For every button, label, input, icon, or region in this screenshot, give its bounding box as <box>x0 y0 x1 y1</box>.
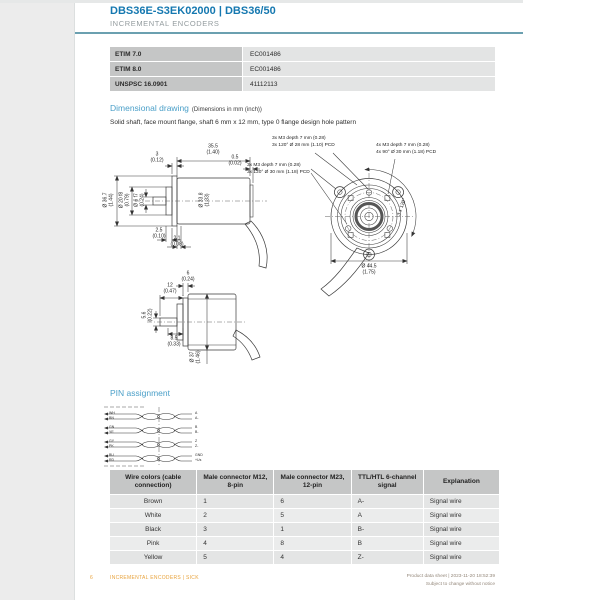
page-subtitle: INCREMENTAL ENCODERS <box>110 19 220 28</box>
pin-table-cell: Brown <box>110 495 196 508</box>
pin-table-cell: 4 <box>197 537 273 550</box>
pin-table-cell: 3 <box>197 523 273 536</box>
dim-label-dia-36-7: Ø 36.7 (1.44) <box>102 192 114 208</box>
pin-table-cell: 1 <box>197 495 273 508</box>
dim-label-6: 6 (0.24) <box>181 270 195 282</box>
annotation-right-pcd: 4x M3 depth 7 mm (0.28) 4x 90° Ø 30 mm (1.18) PCD <box>376 143 437 156</box>
dim-label-arc-3x120: 3 x 120° <box>396 197 408 217</box>
info-table-value: EC001486 <box>243 47 495 61</box>
page-title: DBS36E-S3EK02000 | DBS36/50 <box>110 5 276 17</box>
dimensional-drawing-heading-text: Dimensional drawing <box>110 103 189 113</box>
wire-color-label: BN <box>109 416 114 420</box>
wire-color-label: WH <box>109 411 115 415</box>
footer-left-text: INCREMENTAL ENCODERS | SICK <box>110 575 199 581</box>
wiring-diagram <box>102 404 214 470</box>
footer-datasheet-info: Product data sheet | 2023-11-20 18:52:39 <box>406 574 495 579</box>
wire-color-label: RD <box>109 458 115 462</box>
signal-label: A- <box>195 416 199 420</box>
page-top-border <box>0 0 523 3</box>
dim-label-dia-37: Ø 37 (1.46) <box>189 350 201 364</box>
pin-table-header-cell: Male connector M12, 8-pin <box>197 470 273 494</box>
wire-color-label: YE <box>109 430 114 434</box>
dimensional-drawing <box>85 133 523 379</box>
pin-table-cell: 4 <box>274 551 350 564</box>
page-left-gutter <box>0 0 75 600</box>
pin-table-cell: Pink <box>110 537 196 550</box>
pin-table-cell: B <box>352 537 423 550</box>
pin-table-cell: B- <box>352 523 423 536</box>
dim-label-2-5: 2.5 (0.10) <box>152 227 166 239</box>
dimensional-drawing-heading <box>110 103 262 113</box>
pin-table-cell: Signal wire <box>424 551 499 564</box>
info-table-label: ETIM 7.0 <box>110 47 242 61</box>
header-rule <box>75 32 523 34</box>
dim-label-2-1: 2.1 (0.08) <box>170 235 184 247</box>
side-view-drawing <box>114 154 267 268</box>
signal-label: GND <box>195 453 203 457</box>
pin-table-cell: Signal wire <box>424 509 499 522</box>
signal-label: B <box>195 425 198 429</box>
pin-table-cell: Signal wire <box>424 495 499 508</box>
pin-table-header-cell: Explanation <box>424 470 499 494</box>
info-table <box>110 47 495 91</box>
info-table-value: 41112113 <box>243 77 495 91</box>
pin-table-cell: 5 <box>197 551 273 564</box>
dimensional-drawing-units-note: (Dimensions in mm (inch)) <box>191 107 262 113</box>
pin-table-cell: A <box>352 509 423 522</box>
dim-label-12: 12 (0.47) <box>163 282 177 294</box>
pin-table <box>110 470 499 564</box>
pin-table-cell: 2 <box>197 509 273 522</box>
dim-label-35-5: 35.5 (1.40) <box>206 143 220 155</box>
footer-right-text <box>407 573 495 589</box>
signal-label: Z- <box>195 444 199 448</box>
wire-color-label: GN <box>109 425 115 429</box>
side-view-2-drawing <box>147 283 260 364</box>
pin-table-header-cell: TTL/HTL 6-channel signal <box>352 470 423 494</box>
wire-color-label: BU <box>109 453 114 457</box>
dim-label-dia-6: Ø 6 f7 (0.24) <box>133 193 145 207</box>
footer-page-number: 6 <box>90 575 93 581</box>
pin-table-cell: Black <box>110 523 196 536</box>
annotation-top-pcd: 3x M3 depth 7 mm (0.28) 3x 120° Ø 28 mm (1.10) PCD <box>272 136 335 149</box>
pin-table-cell: 1 <box>274 523 350 536</box>
pin-table-cell: A- <box>352 495 423 508</box>
dim-label-dia-44-5: Ø 44.5 (1.75) <box>361 263 377 275</box>
dim-label-3: 3 (0.12) <box>150 151 164 163</box>
pin-table-cell: 6 <box>274 495 350 508</box>
signal-label: A <box>195 411 198 415</box>
pin-table-cell: 5 <box>274 509 350 522</box>
dim-label-8-5: 8.5 (0.33) <box>167 335 181 347</box>
pin-table-cell: Z- <box>352 551 423 564</box>
signal-label: Z <box>195 439 198 443</box>
dim-label-dia-20: Ø 20 f8 (0.79) <box>118 191 130 209</box>
wire-color-label: PK <box>109 444 114 448</box>
pin-table-cell: Signal wire <box>424 537 499 550</box>
info-table-label: ETIM 8.0 <box>110 62 242 76</box>
pin-table-cell: Signal wire <box>424 523 499 536</box>
pin-table-cell: Yellow <box>110 551 196 564</box>
annotation-left-pcd: 3x M3 depth 7 mm (0.28) 3x 120° Ø 30 mm (1.18) PCD <box>247 163 310 176</box>
pin-table-header-cell: Wire colors (cable connection) <box>110 470 196 494</box>
pin-table-cell: White <box>110 509 196 522</box>
signal-label: +Us <box>195 458 202 462</box>
info-table-label: UNSPSC 16.0901 <box>110 77 242 91</box>
dim-label-dia-33-8: Ø 33.8 (1.33) <box>198 192 210 208</box>
pin-table-header-cell: Male connector M23, 12-pin <box>274 470 350 494</box>
wire-color-label: GY <box>109 439 115 443</box>
info-table-value: EC001486 <box>243 62 495 76</box>
footer-change-notice: Subject to change without notice <box>425 582 495 588</box>
pin-table-cell: 8 <box>274 537 350 550</box>
page-left-border <box>74 0 75 600</box>
dim-label-0-5: 0.5 (0.02) <box>228 154 242 166</box>
signal-label: B- <box>195 430 199 434</box>
dim-label-5-6: 5.6 (0.22) <box>141 308 153 322</box>
pin-assignment-heading: PIN assignment <box>110 388 170 398</box>
dimensional-drawing-description: Solid shaft, face mount flange, shaft 6 mm x 12 mm, type 0 flange design hole pattern <box>110 119 357 126</box>
